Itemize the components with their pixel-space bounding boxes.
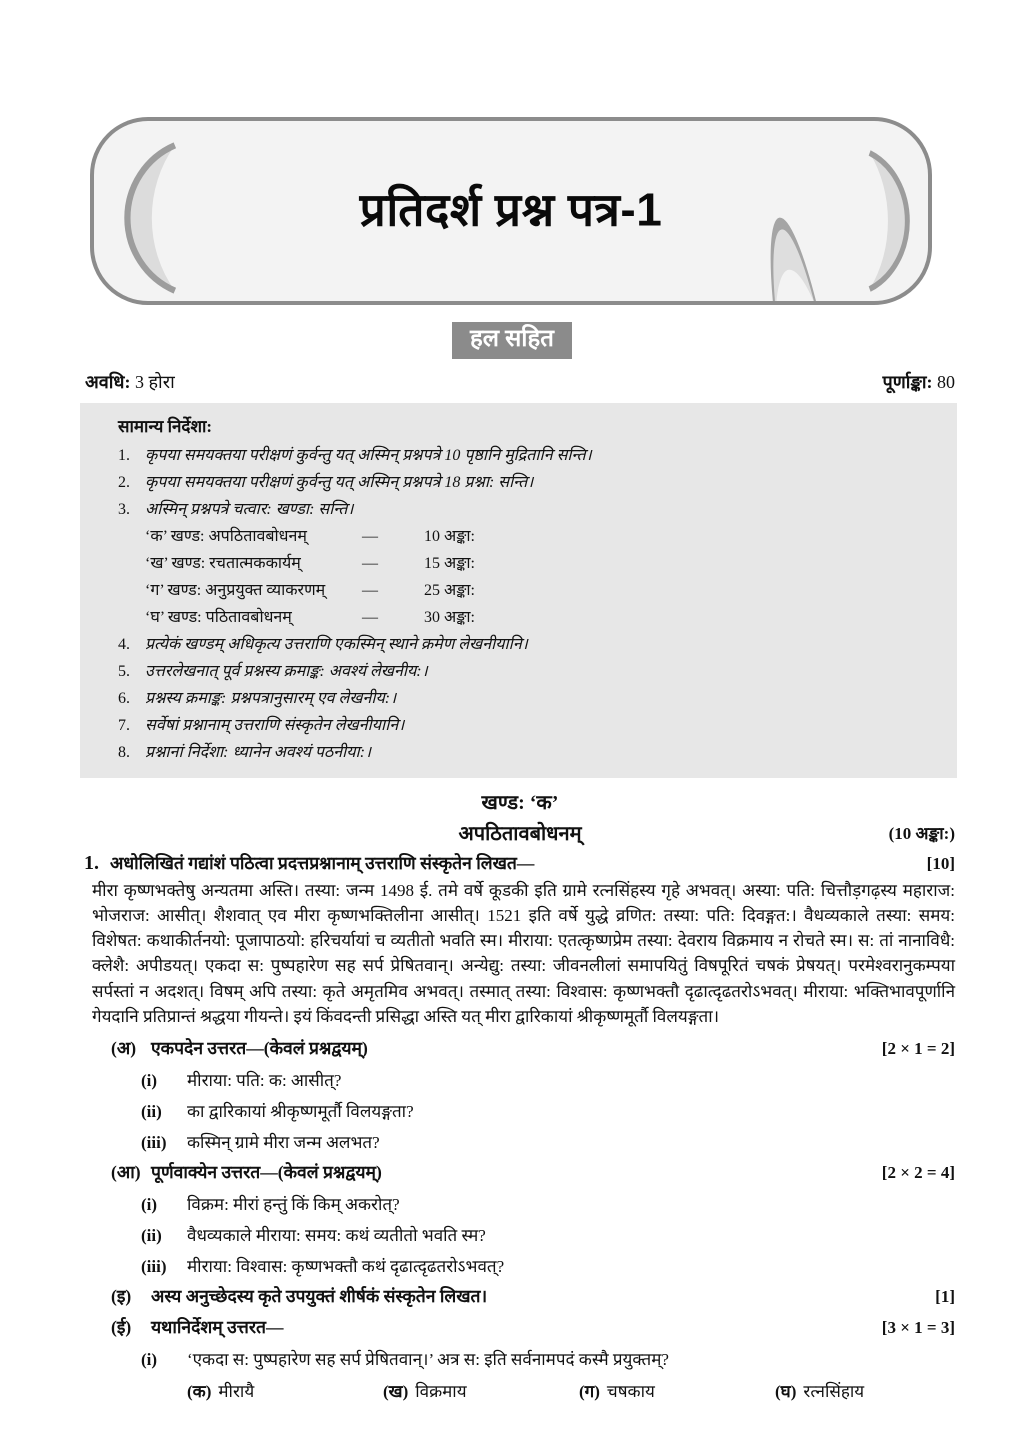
part-label: (अ) [111,1038,137,1059]
mcq-option-label: (ख) [383,1382,409,1402]
khand-dash: — [362,608,378,626]
mcq-option-label: (घ) [775,1382,797,1402]
khand-marks: 15 अङ्का: [424,554,475,572]
sub-question-text: मीराया: पति: क: आसीत्? [187,1071,342,1091]
instruction-text: उत्तरलेखनात् पूर्व प्रश्नस्य क्रमाङ्क: अवश्यं लेखनीय:। [145,662,428,680]
instruction-item [118,658,933,685]
instruction-number: 3. [118,500,130,518]
total-marks-label: पूर्णाङ्का: [882,371,933,392]
instructions-heading: सामान्य निर्देशा: [118,416,213,436]
question-part-header [85,1315,955,1339]
mcq-option [383,1379,579,1402]
question-marks: [10] [926,853,955,873]
part-marks: [1] [935,1287,955,1307]
instruction-text: अस्मिन् प्रश्नपत्रे चत्वार: खण्डा: सन्ति। [145,500,354,518]
reading-passage: मीरा कृष्णभक्तेषु अन्यतमा अस्ति। तस्या: जन्म 1498 ई. तमे वर्षे कूडकी इति ग्रामे रत्नसिंहस्य गृहे अभवत्। अस्या: पति: चित्तौड़गढ़स्य महाराज: भोजराज: आसीत्। शैशवात् एव मीरा कृष्णभक्तिलीना आसीत्। 1521 इति वर्षे युद्धे व्रणित: तस्या: पति: दिवङ्गत:। वैधव्यकाले तस्या: समय: विशेषत: कथाकीर्तनयो: पूजापाठयो: हरिचर्यायां च व्यतीतो भवति स्म। मीराया: एतत्कृष्णप्रेम तस्या: देवराय विक्रमाय न रोचते स्म। स: तां नानाविधै: क्लेशै: अपीडयत्। एकदा स: पुष्पहारेण सह सर्प प्रेषितवान्। अन्येद्यु: तस्या: जीवनलीलां समापयितुं विषपूरितं चषकं प्रेषयत्। परमेश्वरानुकम्पया सर्पस्तां न अदशत्। विषम् अपि तस्या: कृते अमृतमिव अभवत्। तस्मात् तस्या: विश्वास: कृष्णभक्तौ दृढात्दृढतरोऽभवत्। मीराया: भक्तिभावपूर्णानि गेयदानि प्रतिप्रान्तं श्रद्धया गीयन्ते। इयं किंवदन्ती प्रसिद्धा अस्ति यत् मीरा द्वारिकायां श्रीकृष्णमूर्तौ विलयङ्गता। [92,880,955,1026]
instruction-text: प्रश्नस्य क्रमाङ्क: प्रश्नपत्रानुसारम् एव लेखनीय:। [145,689,397,707]
question-part-header [85,1160,955,1184]
sub-question-number: (iii) [141,1133,167,1153]
instruction-item [118,469,933,496]
duration-label: अवधि: [85,371,131,392]
sub-question [85,1130,955,1153]
sub-question-number: (i) [141,1195,158,1215]
instruction-text: कृपया समयक्तया परीक्षणं कुर्वन्तु यत् अस्मिन् प्रश्नपत्रे 10 पृष्ठानि मुद्रितानि सन्ति। [145,446,592,464]
question-number: 1. [84,851,99,874]
page-title: प्रतिदर्श प्रश्न पत्र-1 [359,183,663,236]
part-heading: अस्य अनुच्छेदस्य कृते उपयुक्तं शीर्षकं संस्कृतेन लिखत। [151,1286,488,1307]
part-marks: [2 × 2 = 4] [881,1163,955,1183]
instruction-item [118,442,933,469]
instruction-number: 7. [118,716,130,734]
sub-question-number: (i) [141,1350,158,1370]
sub-question-text: विक्रम: मीरां हन्तुं किं किम् अकरोत्? [187,1195,400,1215]
mcq-option-text: मीरायै [218,1382,255,1402]
khand-marks-row [118,604,933,631]
sub-question-text: ‘एकदा स: पुष्पहारेण सह सर्प प्रेषितवान्।’ अत्र स: इति सर्वनामपदं कस्मै प्रयुक्तम्? [187,1350,669,1370]
part-heading: यथानिर्देशम् उत्तरत— [151,1317,284,1338]
instruction-number: 2. [118,473,130,491]
title-banner [90,117,932,305]
mcq-option-text: रत्नसिंहाय [803,1382,865,1402]
instruction-number: 6. [118,689,130,707]
instruction-item [118,712,933,739]
section-subheading-row [85,819,955,846]
meta-row [85,370,955,394]
instruction-number: 1. [118,446,130,464]
khand-marks-row [118,523,933,550]
khand-dash: — [362,554,378,572]
khand-name: ‘घ’ खण्ड: पठितावबोधनम् [145,608,292,626]
sub-question-number: (ii) [141,1102,162,1122]
sub-question-text: वैधव्यकाले मीराया: समय: कथं व्यतीतो भवति स्म? [187,1226,486,1246]
part-marks: [2 × 1 = 2] [881,1039,955,1059]
sub-question-number: (i) [141,1071,158,1091]
instruction-item [118,685,933,712]
khand-marks: 25 अङ्का: [424,581,475,599]
general-instructions-box [80,403,957,778]
instruction-number: 4. [118,635,130,653]
total-marks-value: 80 [937,371,955,392]
question-1-header [85,851,955,875]
instruction-text: सर्वेषां प्रश्नानाम् उत्तराणि संस्कृतेन लेखनीयानि। [145,716,405,734]
instruction-item [118,496,933,523]
instruction-text: प्रश्नानां निर्देशा: ध्यानेन अवश्यं पठनीया:। [145,743,372,761]
khand-marks-row [118,550,933,577]
section-subheading: अपठितावबोधनम् [458,822,582,845]
sub-question-number: (ii) [141,1226,162,1246]
mcq-option-label: (क) [187,1382,212,1402]
question-part-header [85,1036,955,1060]
part-label: (ई) [111,1317,132,1338]
sub-question [85,1223,955,1246]
instruction-item [118,739,933,766]
mcq-option [187,1379,383,1402]
khand-dash: — [362,527,378,545]
instruction-number: 8. [118,743,130,761]
sub-question-text: कस्मिन् ग्रामे मीरा जन्म अलभत? [187,1133,380,1153]
khand-dash: — [362,581,378,599]
mcq-option-label: (ग) [579,1382,600,1402]
instruction-text: प्रत्येकं खण्डम् अधिकृत्य उत्तराणि एकस्मिन् स्थाने क्रमेण लेखनीयानि। [145,635,528,653]
sub-question [85,1192,955,1215]
khand-name: ‘क’ खण्ड: अपठितावबोधनम् [145,527,307,545]
sub-question-number: (iii) [141,1257,167,1277]
khand-name: ‘ग’ खण्ड: अनुप्रयुक्त व्याकरणम् [145,581,326,599]
instruction-text: कृपया समयक्तया परीक्षणं कुर्वन्तु यत् अस्मिन् प्रश्नपत्रे 18 प्रश्ना: सन्ति। [145,473,534,491]
mcq-option-text: विक्रमाय [415,1382,467,1402]
section-marks: (10 अङ्का:) [888,823,955,843]
solved-badge: हल सहित [452,322,572,359]
instruction-number: 5. [118,662,130,680]
mcq-option [579,1379,775,1402]
question-part-header [85,1284,955,1308]
khand-name: ‘ख’ खण्ड: रचतात्मककार्यम् [145,554,301,572]
duration-value: 3 होरा [135,371,175,392]
khand-marks: 30 अङ्का: [424,608,475,626]
sub-question [85,1347,955,1370]
part-label: (इ) [111,1286,132,1307]
sub-question [85,1099,955,1122]
sub-question [85,1068,955,1091]
sub-question-text: का द्वारिकायां श्रीकृष्णमूर्तौ विलयङ्गता? [187,1102,414,1122]
section-heading: खण्ड: ‘क’ [481,791,559,814]
instruction-item [118,631,933,658]
part-heading: पूर्णवाक्येन उत्तरत—(केवलं प्रश्नद्वयम्) [151,1162,382,1183]
part-label: (आ) [111,1162,141,1183]
part-heading: एकपदेन उत्तरत—(केवलं प्रश्नद्वयम्) [151,1038,368,1059]
question-intro: अधोलिखितं गद्यांशं पठित्वा प्रदत्तप्रश्नानाम् उत्तराणि संस्कृतेन लिखत— [110,852,535,873]
khand-marks: 10 अङ्का: [424,527,475,545]
mcq-options-row [85,1379,955,1402]
part-marks: [3 × 1 = 3] [881,1318,955,1338]
mcq-option-text: चषकाय [606,1382,655,1402]
total-marks-text [883,370,955,394]
sub-question [85,1254,955,1277]
sub-question-text: मीराया: विश्वास: कृष्णभक्तौ कथं दृढात्दृढतरोऽभवत्? [187,1257,505,1277]
mcq-option [775,1379,864,1402]
duration-text [85,370,175,394]
khand-marks-row [118,577,933,604]
